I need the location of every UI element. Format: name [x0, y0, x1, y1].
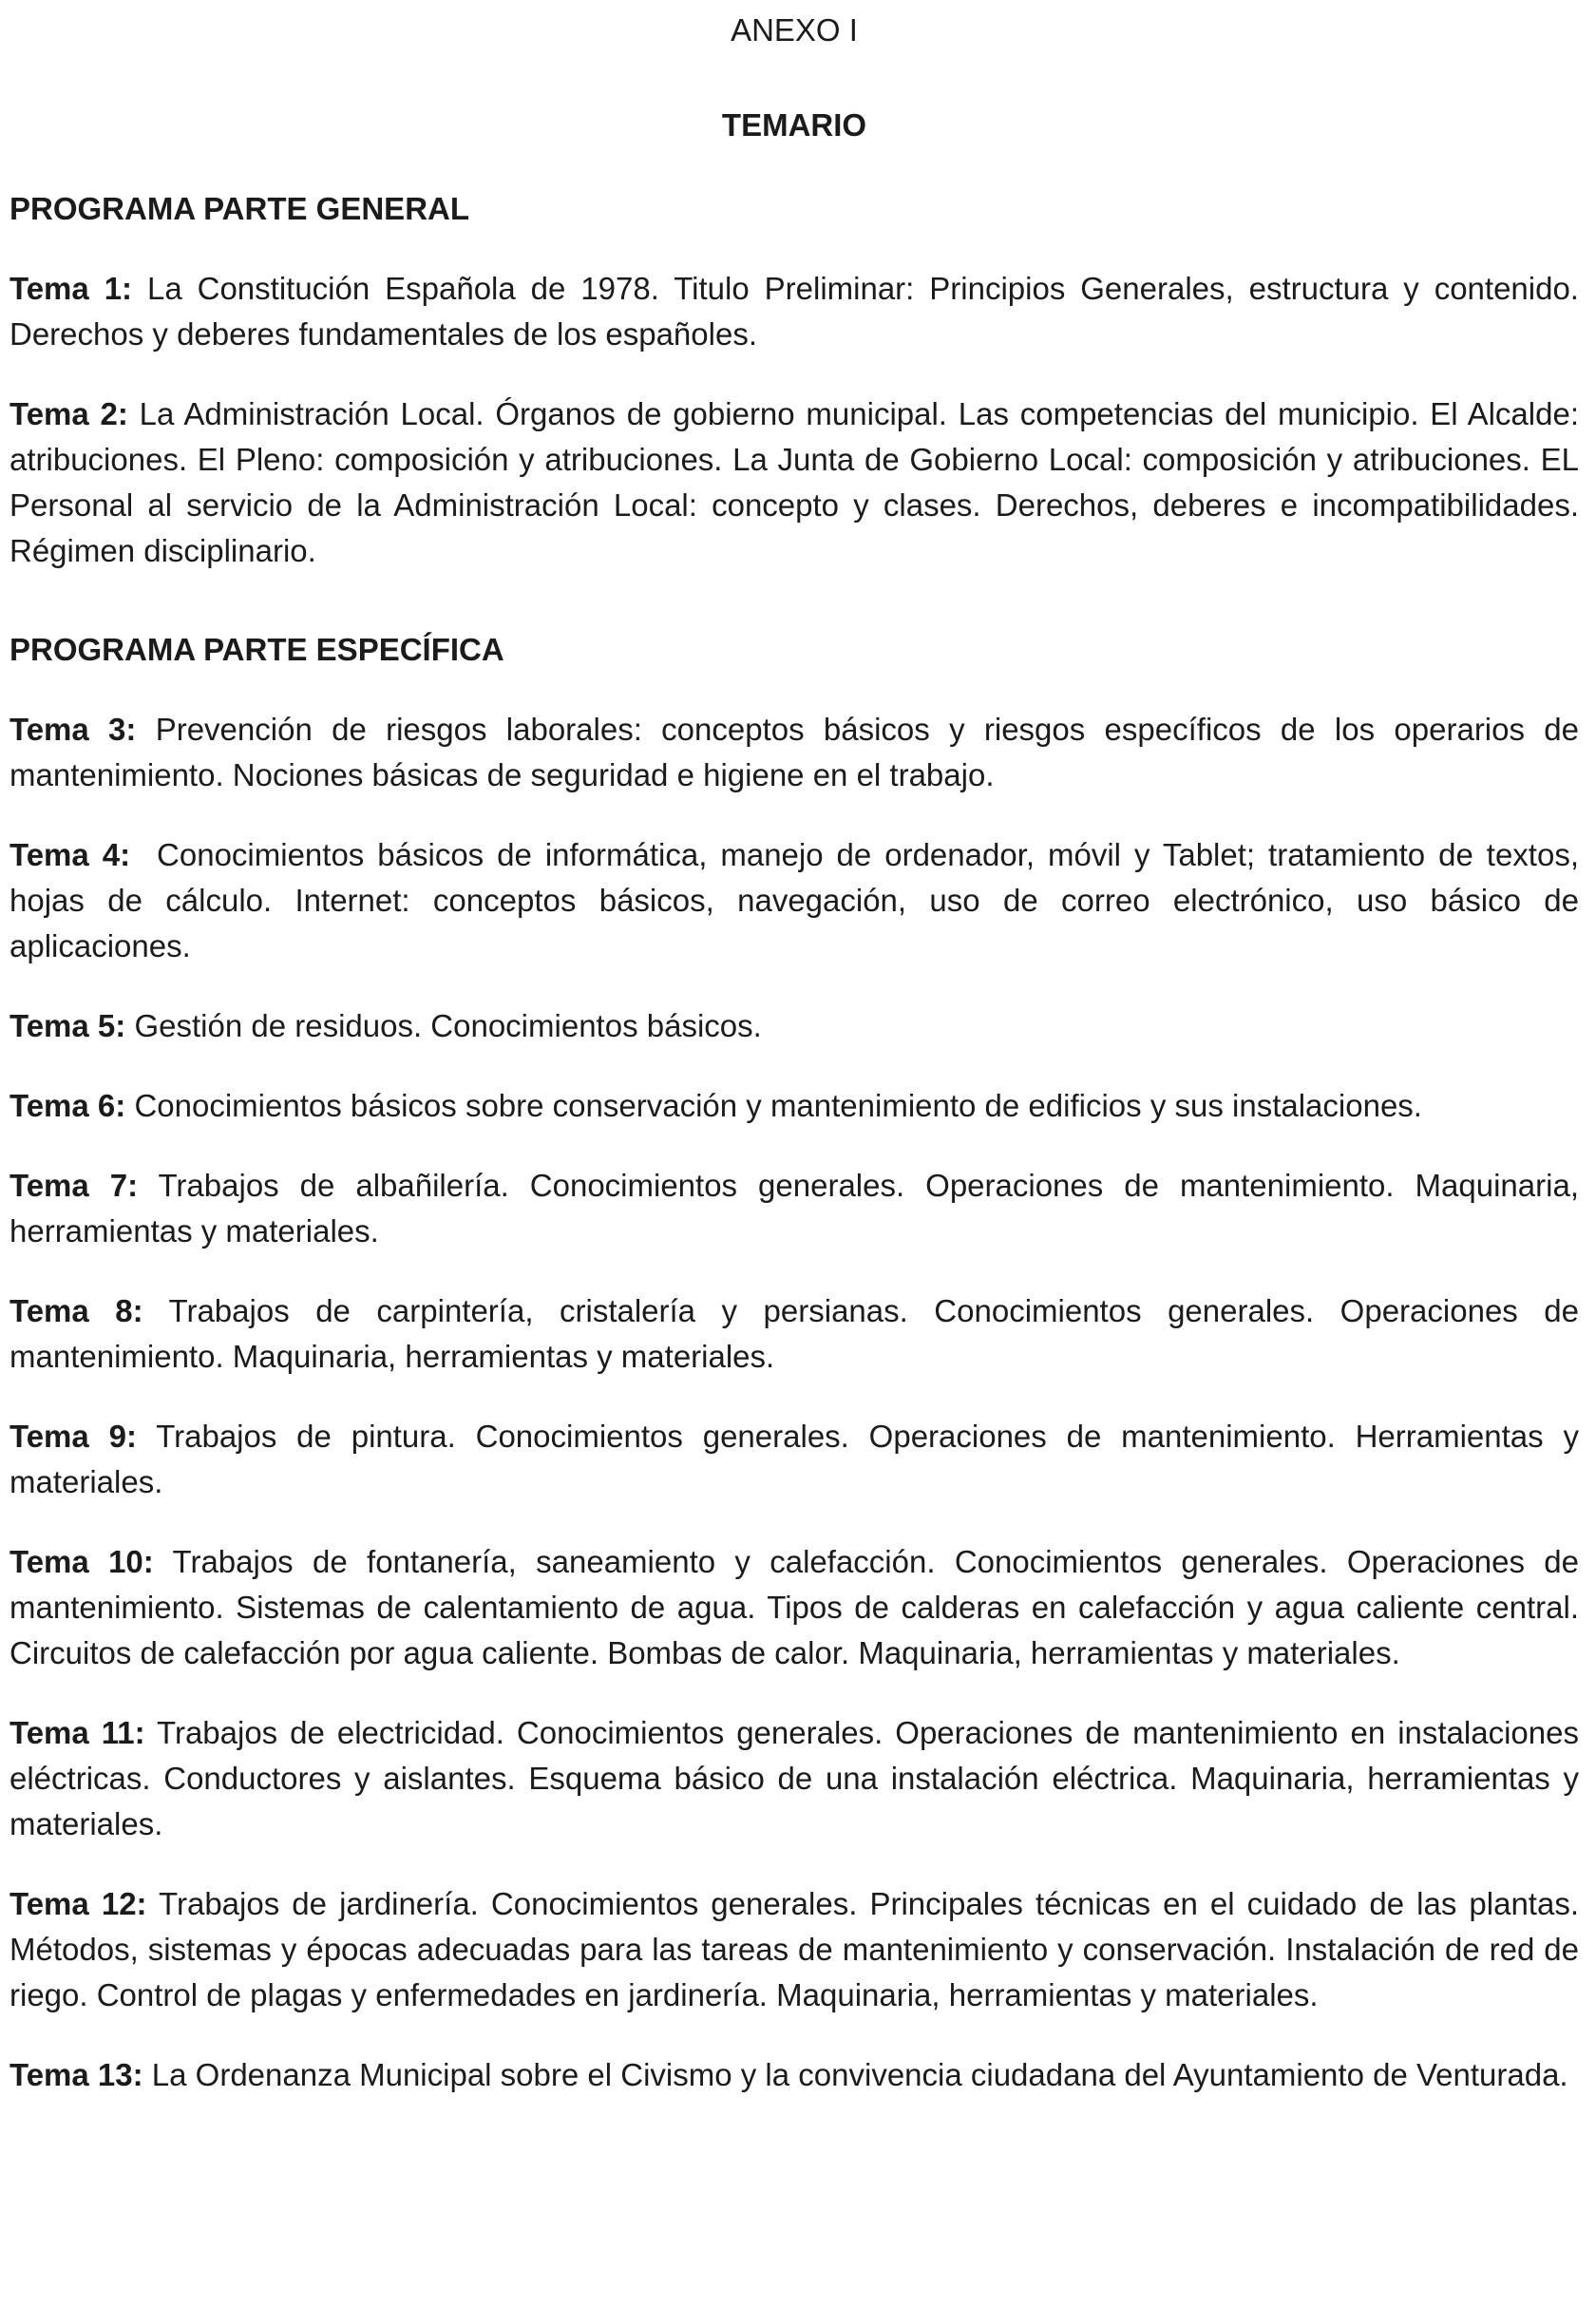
tema-paragraph-11 — [10, 1710, 1579, 1847]
tema-3-text: Prevención de riesgos laborales: conceptos básicos y riesgos específicos de los operarios de mantenimiento. Nociones básicas de seguridad e higiene en el trabajo. — [10, 712, 1579, 792]
tema-paragraph-3 — [10, 707, 1579, 798]
tema-7-label: Tema 7: — [10, 1168, 139, 1203]
tema-paragraph-1 — [10, 266, 1579, 357]
tema-2-text: La Administración Local. Órganos de gobierno municipal. Las competencias del municipio. El Alcalde: atribuciones. El Pleno: composición y atribuciones. La Junta de Gobierno Local: composición y atribuciones. EL Personal al servicio de la Administración Local: concepto y clases. Derechos, deberes e incompatibilidades. Régimen disciplinario. — [10, 396, 1579, 568]
tema-9-text: Trabajos de pintura. Conocimientos generales. Operaciones de mantenimiento. Herramientas y materiales. — [10, 1419, 1579, 1499]
tema-12-text: Trabajos de jardinería. Conocimientos generales. Principales técnicas en el cuidado de las plantas. Métodos, sistemas y épocas adecuadas para las tareas de mantenimiento y conservación. Instalación de red de riego. Control de plagas y enfermedades en jardinería. Maquinaria, herramientas y materiales. — [10, 1886, 1579, 2012]
tema-paragraph-8 — [10, 1288, 1579, 1380]
tema-2-label: Tema 2: — [10, 396, 128, 431]
tema-4-text: Conocimientos básicos de informática, manejo de ordenador, móvil y Tablet; tratamiento de textos, hojas de cálculo. Internet: conceptos básicos, navegación, uso de correo electrónico, uso básico de aplicaciones. — [10, 837, 1579, 963]
section-heading-especifica: PROGRAMA PARTE ESPECÍFICA — [10, 632, 504, 667]
tema-11-label: Tema 11: — [10, 1715, 145, 1750]
tema-1-text: La Constitución Española de 1978. Titulo Preliminar: Principios Generales, estructura y contenido. Derechos y deberes fundamentales de los españoles. — [10, 271, 1579, 352]
tema-7-text: Trabajos de albañilería. Conocimientos generales. Operaciones de mantenimiento. Maquinaria, herramientas y materiales. — [10, 1168, 1579, 1249]
tema-paragraph-2 — [10, 391, 1579, 574]
tema-13-label: Tema 13: — [10, 2057, 143, 2092]
tema-13-text: La Ordenanza Municipal sobre el Civismo y la convivencia ciudadana del Ayuntamiento de Venturada. — [151, 2057, 1568, 2092]
tema-8-label: Tema 8: — [10, 1293, 143, 1328]
tema-3-label: Tema 3: — [10, 712, 137, 747]
tema-6-label: Tema 6: — [10, 1088, 126, 1123]
tema-8-text: Trabajos de carpintería, cristalería y persianas. Conocimientos generales. Operaciones de mantenimiento. Maquinaria, herramientas y materiales. — [10, 1293, 1580, 1374]
tema-4-label: Tema 4: — [10, 837, 131, 872]
tema-6-text: Conocimientos básicos sobre conservación y mantenimiento de edificios y sus instalaciones. — [134, 1088, 1422, 1123]
tema-12-label: Tema 12: — [10, 1886, 147, 1921]
page-subtitle: TEMARIO — [721, 107, 867, 143]
tema-paragraph-5 — [10, 1003, 1579, 1049]
tema-10-label: Tema 10: — [10, 1544, 154, 1579]
tema-9-label: Tema 9: — [10, 1419, 137, 1454]
tema-paragraph-10 — [10, 1539, 1579, 1676]
tema-1-label: Tema 1: — [10, 271, 133, 306]
page-title: ANEXO I — [731, 12, 858, 48]
tema-5-text: Gestión de residuos. Conocimientos básicos. — [134, 1008, 762, 1043]
tema-paragraph-4 — [10, 832, 1579, 969]
tema-11-text: Trabajos de electricidad. Conocimientos generales. Operaciones de mantenimiento en instalaciones eléctricas. Conductores y aislantes. Esquema básico de una instalación eléctrica. Maquinaria, herramientas y materiales. — [10, 1715, 1579, 1841]
tema-paragraph-9 — [10, 1414, 1579, 1505]
tema-paragraph-6 — [10, 1083, 1579, 1129]
section-heading-general: PROGRAMA PARTE GENERAL — [10, 191, 470, 226]
tema-paragraph-7 — [10, 1163, 1579, 1254]
tema-10-text: Trabajos de fontanería, saneamiento y calefacción. Conocimientos generales. Operaciones de mantenimiento. Sistemas de calentamiento de agua. Tipos de calderas en calefacción y agua caliente central. Circuitos de calefacción por agua caliente. Bombas de calor. Maquinaria, herramientas y materiales. — [10, 1544, 1579, 1670]
tema-paragraph-12 — [10, 1881, 1579, 2018]
tema-5-label: Tema 5: — [10, 1008, 126, 1043]
tema-paragraph-13 — [10, 2052, 1579, 2098]
